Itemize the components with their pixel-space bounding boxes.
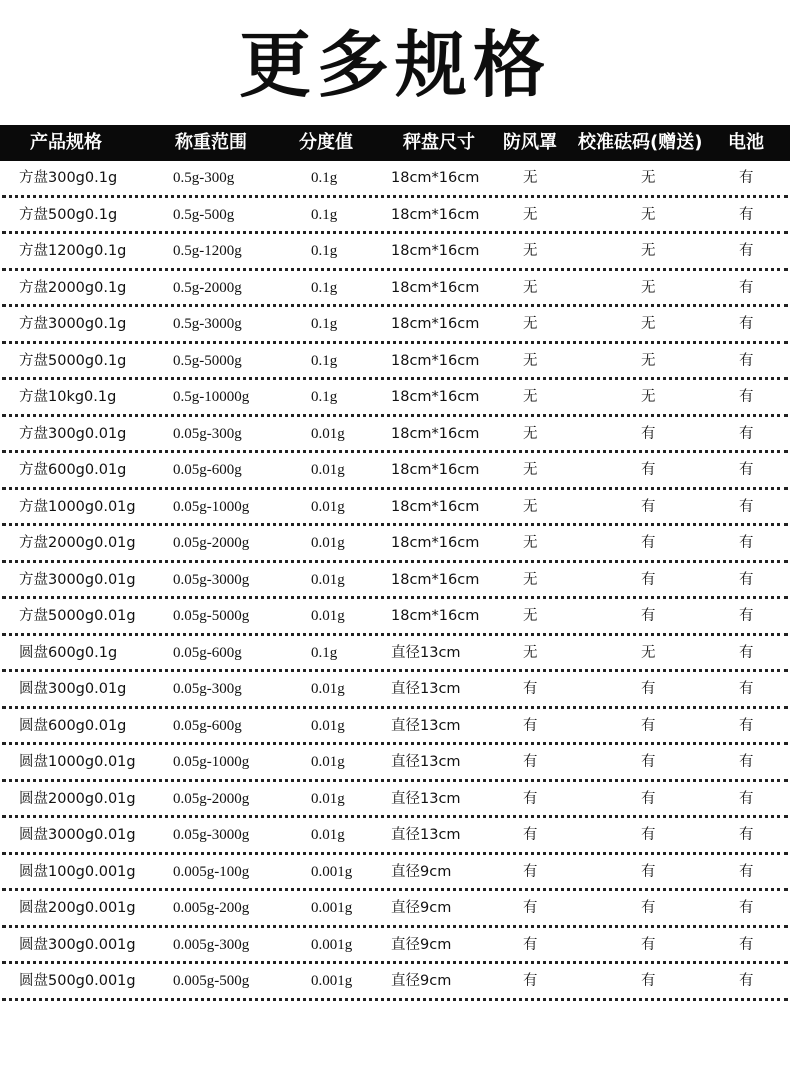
cell-pan-size: 直径9cm	[391, 900, 452, 916]
cell-product-spec: 圆盘600g0.1g	[19, 644, 118, 661]
cell-pan-size: 18cm*16cm	[391, 352, 480, 369]
cell-pan-size: 18cm*16cm	[391, 462, 480, 478]
cell-windshield: 无	[523, 498, 538, 515]
header-product-spec: 产品规格	[30, 132, 102, 153]
cell-product-spec: 方盘2000g0.01g	[19, 535, 136, 551]
cell-division: 0.1g	[311, 170, 338, 186]
table-header	[0, 125, 790, 161]
table-row	[0, 636, 790, 673]
cell-product-spec: 方盘1000g0.01g	[19, 498, 136, 515]
cell-division: 0.01g	[311, 535, 345, 551]
table-body	[0, 161, 790, 1001]
cell-battery: 有	[739, 608, 754, 624]
cell-windshield: 无	[523, 644, 538, 661]
table-row	[0, 891, 790, 928]
cell-windshield: 无	[523, 316, 538, 332]
cell-weighing-range: 0.05g-1000g	[173, 754, 250, 770]
cell-product-spec: 方盘600g0.01g	[19, 462, 127, 478]
header-calibration-weight: 校准砝码(赠送)	[578, 132, 703, 153]
table-row	[0, 380, 790, 417]
header-weighing-range: 称重范围	[175, 132, 247, 153]
cell-battery: 有	[739, 389, 754, 405]
cell-calibration-weight: 有	[641, 790, 656, 807]
cell-product-spec: 圆盘2000g0.01g	[19, 790, 136, 807]
cell-pan-size: 直径13cm	[391, 681, 461, 697]
table-row	[0, 782, 790, 819]
cell-weighing-range: 0.5g-2000g	[173, 279, 242, 296]
cell-product-spec: 方盘5000g0.01g	[19, 608, 136, 624]
cell-product-spec: 方盘300g0.1g	[19, 170, 118, 186]
cell-calibration-weight: 有	[641, 425, 656, 442]
cell-pan-size: 18cm*16cm	[391, 389, 480, 405]
cell-pan-size: 18cm*16cm	[391, 608, 480, 624]
cell-battery: 有	[739, 316, 754, 332]
cell-division: 0.001g	[311, 936, 353, 953]
cell-pan-size: 18cm*16cm	[391, 498, 480, 515]
cell-product-spec: 圆盘200g0.001g	[19, 900, 136, 916]
cell-windshield: 有	[523, 900, 538, 916]
cell-pan-size: 直径9cm	[391, 863, 452, 880]
cell-division: 0.01g	[311, 425, 345, 442]
table-row	[0, 745, 790, 782]
cell-weighing-range: 0.05g-600g	[173, 717, 242, 734]
cell-product-spec: 圆盘1000g0.01g	[19, 754, 136, 770]
cell-battery: 有	[739, 571, 754, 588]
cell-pan-size: 18cm*16cm	[391, 243, 480, 259]
cell-battery: 有	[739, 900, 754, 916]
cell-calibration-weight: 无	[641, 644, 656, 661]
cell-product-spec: 圆盘300g0.001g	[19, 936, 136, 953]
cell-battery: 有	[739, 352, 754, 369]
cell-calibration-weight: 无	[641, 243, 656, 259]
cell-windshield: 无	[523, 462, 538, 478]
cell-windshield: 有	[523, 790, 538, 807]
cell-battery: 有	[739, 754, 754, 770]
table-row	[0, 198, 790, 235]
cell-windshield: 有	[523, 863, 538, 880]
cell-weighing-range: 0.005g-100g	[173, 863, 250, 880]
cell-calibration-weight: 无	[641, 389, 656, 405]
cell-product-spec: 圆盘3000g0.01g	[19, 827, 136, 843]
cell-division: 0.01g	[311, 571, 345, 588]
cell-weighing-range: 0.005g-200g	[173, 900, 250, 916]
cell-calibration-weight: 有	[641, 608, 656, 624]
cell-product-spec: 圆盘100g0.001g	[19, 863, 136, 880]
cell-windshield: 无	[523, 571, 538, 588]
cell-calibration-weight: 有	[641, 498, 656, 515]
cell-pan-size: 直径13cm	[391, 754, 461, 770]
cell-weighing-range: 0.05g-600g	[173, 644, 242, 661]
cell-division: 0.01g	[311, 608, 345, 624]
cell-division: 0.01g	[311, 827, 345, 843]
cell-product-spec: 方盘500g0.1g	[19, 206, 118, 223]
table-row	[0, 307, 790, 344]
header-division: 分度值	[299, 132, 353, 153]
cell-windshield: 无	[523, 608, 538, 624]
cell-windshield: 有	[523, 827, 538, 843]
header-battery: 电池	[728, 132, 764, 153]
cell-battery: 有	[739, 863, 754, 880]
cell-product-spec: 方盘2000g0.1g	[19, 279, 127, 296]
cell-division: 0.1g	[311, 206, 338, 223]
cell-calibration-weight: 有	[641, 462, 656, 478]
cell-battery: 有	[739, 827, 754, 843]
cell-weighing-range: 0.05g-300g	[173, 681, 242, 697]
table-row	[0, 526, 790, 563]
cell-weighing-range: 0.05g-1000g	[173, 498, 250, 515]
cell-battery: 有	[739, 425, 754, 442]
cell-division: 0.01g	[311, 498, 345, 515]
cell-battery: 有	[739, 717, 754, 734]
cell-weighing-range: 0.5g-300g	[173, 170, 235, 186]
cell-weighing-range: 0.05g-600g	[173, 462, 242, 478]
cell-calibration-weight: 有	[641, 973, 656, 989]
cell-pan-size: 直径13cm	[391, 644, 461, 661]
cell-weighing-range: 0.05g-2000g	[173, 790, 250, 807]
table-row	[0, 818, 790, 855]
cell-pan-size: 直径13cm	[391, 827, 461, 843]
cell-product-spec: 方盘5000g0.1g	[19, 352, 127, 369]
cell-battery: 有	[739, 498, 754, 515]
cell-battery: 有	[739, 462, 754, 478]
cell-weighing-range: 0.05g-3000g	[173, 571, 250, 588]
cell-pan-size: 18cm*16cm	[391, 571, 480, 588]
cell-division: 0.1g	[311, 316, 338, 332]
cell-weighing-range: 0.05g-2000g	[173, 535, 250, 551]
cell-battery: 有	[739, 681, 754, 697]
cell-calibration-weight: 无	[641, 170, 656, 186]
cell-pan-size: 18cm*16cm	[391, 279, 480, 296]
cell-windshield: 无	[523, 389, 538, 405]
cell-pan-size: 18cm*16cm	[391, 535, 480, 551]
table-row	[0, 964, 790, 1001]
cell-product-spec: 方盘3000g0.1g	[19, 316, 127, 332]
header-pan-size: 秤盘尺寸	[403, 132, 475, 153]
header-windshield: 防风罩	[503, 132, 557, 153]
cell-product-spec: 圆盘600g0.01g	[19, 717, 127, 734]
cell-pan-size: 18cm*16cm	[391, 425, 480, 442]
cell-calibration-weight: 有	[641, 717, 656, 734]
cell-windshield: 有	[523, 717, 538, 734]
table-row	[0, 234, 790, 271]
cell-calibration-weight: 有	[641, 900, 656, 916]
cell-division: 0.01g	[311, 754, 345, 770]
cell-battery: 有	[739, 243, 754, 259]
cell-pan-size: 直径13cm	[391, 790, 461, 807]
table-row	[0, 599, 790, 636]
cell-weighing-range: 0.005g-500g	[173, 973, 250, 989]
table-row	[0, 271, 790, 308]
table-row	[0, 453, 790, 490]
cell-windshield: 有	[523, 936, 538, 953]
cell-division: 0.1g	[311, 352, 338, 369]
cell-calibration-weight: 无	[641, 352, 656, 369]
cell-division: 0.001g	[311, 973, 353, 989]
cell-battery: 有	[739, 644, 754, 661]
table-row	[0, 344, 790, 381]
table-row	[0, 563, 790, 600]
cell-windshield: 无	[523, 279, 538, 296]
cell-division: 0.1g	[311, 389, 338, 405]
cell-product-spec: 方盘1200g0.1g	[19, 243, 127, 259]
cell-calibration-weight: 无	[641, 206, 656, 223]
table-row	[0, 490, 790, 527]
cell-windshield: 无	[523, 425, 538, 442]
cell-windshield: 有	[523, 681, 538, 697]
cell-calibration-weight: 有	[641, 827, 656, 843]
cell-calibration-weight: 有	[641, 535, 656, 551]
cell-product-spec: 圆盘500g0.001g	[19, 973, 136, 989]
cell-pan-size: 直径9cm	[391, 936, 452, 953]
cell-product-spec: 方盘300g0.01g	[19, 425, 127, 442]
cell-weighing-range: 0.05g-5000g	[173, 608, 250, 624]
cell-calibration-weight: 无	[641, 316, 656, 332]
cell-battery: 有	[739, 973, 754, 989]
cell-battery: 有	[739, 790, 754, 807]
cell-division: 0.1g	[311, 644, 338, 661]
cell-battery: 有	[739, 279, 754, 296]
cell-pan-size: 直径13cm	[391, 717, 461, 734]
table-row	[0, 709, 790, 746]
cell-division: 0.1g	[311, 279, 338, 296]
cell-weighing-range: 0.05g-300g	[173, 425, 242, 442]
cell-calibration-weight: 无	[641, 279, 656, 296]
cell-division: 0.01g	[311, 717, 345, 734]
cell-weighing-range: 0.5g-1200g	[173, 243, 242, 259]
cell-windshield: 无	[523, 352, 538, 369]
cell-pan-size: 18cm*16cm	[391, 316, 480, 332]
cell-division: 0.1g	[311, 243, 338, 259]
cell-weighing-range: 0.05g-3000g	[173, 827, 250, 843]
cell-weighing-range: 0.5g-10000g	[173, 389, 250, 405]
cell-division: 0.01g	[311, 790, 345, 807]
cell-pan-size: 18cm*16cm	[391, 206, 480, 223]
cell-division: 0.001g	[311, 900, 353, 916]
cell-division: 0.01g	[311, 681, 345, 697]
cell-division: 0.01g	[311, 462, 345, 478]
cell-windshield: 无	[523, 170, 538, 186]
cell-product-spec: 方盘10kg0.1g	[19, 389, 117, 405]
cell-windshield: 有	[523, 754, 538, 770]
cell-calibration-weight: 有	[641, 754, 656, 770]
cell-battery: 有	[739, 170, 754, 186]
cell-calibration-weight: 有	[641, 571, 656, 588]
cell-battery: 有	[739, 206, 754, 223]
cell-weighing-range: 0.005g-300g	[173, 936, 250, 953]
cell-windshield: 无	[523, 535, 538, 551]
table-row	[0, 417, 790, 454]
cell-calibration-weight: 有	[641, 863, 656, 880]
cell-battery: 有	[739, 535, 754, 551]
cell-windshield: 无	[523, 243, 538, 259]
page-title: 更多规格	[238, 23, 551, 107]
table-row	[0, 928, 790, 965]
table-row	[0, 855, 790, 892]
cell-windshield: 无	[523, 206, 538, 223]
cell-pan-size: 直径9cm	[391, 973, 452, 989]
cell-weighing-range: 0.5g-3000g	[173, 316, 242, 332]
cell-battery: 有	[739, 936, 754, 953]
table-row	[0, 161, 790, 198]
cell-windshield: 有	[523, 973, 538, 989]
cell-product-spec: 方盘3000g0.01g	[19, 571, 136, 588]
cell-pan-size: 18cm*16cm	[391, 170, 480, 186]
cell-division: 0.001g	[311, 863, 353, 880]
table-row	[0, 672, 790, 709]
cell-weighing-range: 0.5g-5000g	[173, 352, 242, 369]
cell-weighing-range: 0.5g-500g	[173, 206, 235, 223]
cell-product-spec: 圆盘300g0.01g	[19, 681, 127, 697]
cell-calibration-weight: 有	[641, 936, 656, 953]
cell-calibration-weight: 有	[641, 681, 656, 697]
